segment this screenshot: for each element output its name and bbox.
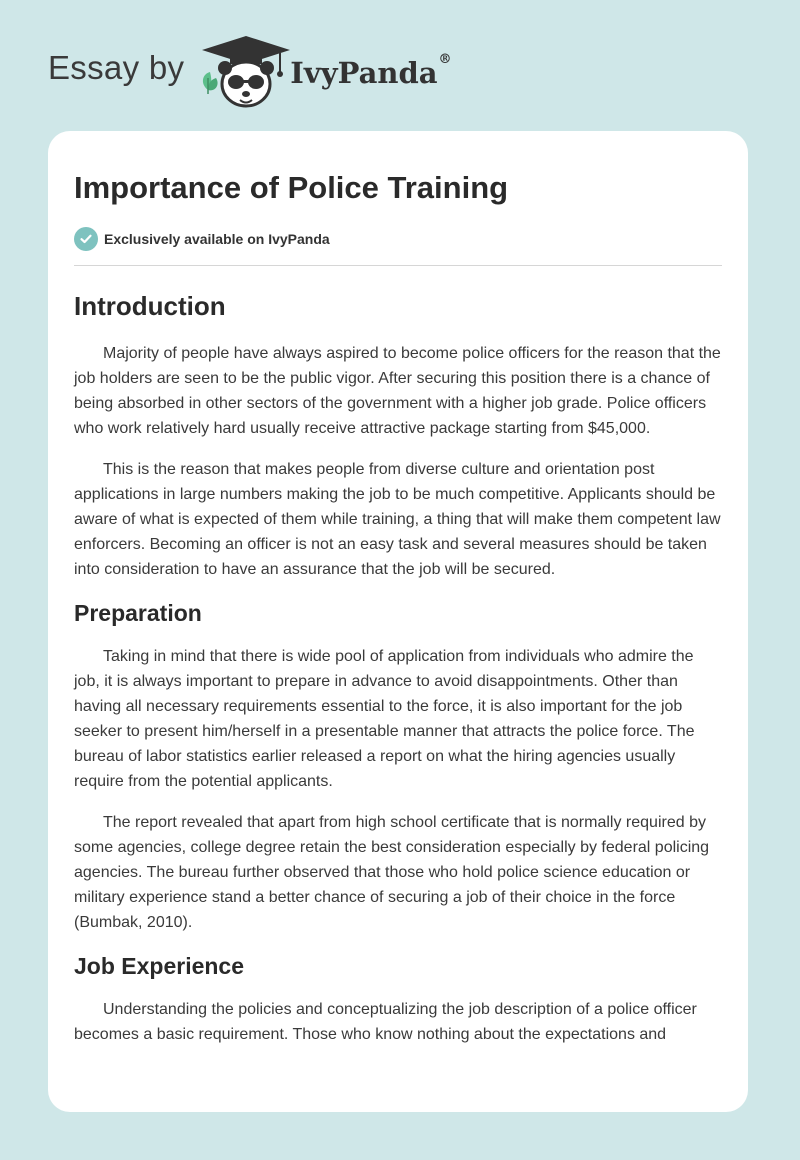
panda-graduate-logo-icon[interactable] bbox=[198, 32, 294, 112]
paragraph: The report revealed that apart from high school certificate that is normally required by some agencies, college degree retain the best consideration especially by federal policing agencies. The bureau further observed that those who hold police science education or military experience stand a better chance of securing a job of their choice in the force (Bumbak, 2010). bbox=[74, 814, 710, 931]
essay-card bbox=[48, 131, 748, 1112]
trademark-symbol: ® bbox=[438, 52, 452, 67]
paragraph: Majority of people have always aspired to become police officers for the reason that the job holders are seen to be the public vigor. After securing this position there is a chance of being absorbed in other sectors of the government with a higher job grade. Police officers who work relatively hard usually receive attractive package starting from $45,000. bbox=[74, 345, 721, 437]
page-title: Importance of Police Training bbox=[74, 170, 509, 205]
availability-text: Exclusively available on IvyPanda bbox=[104, 231, 330, 247]
availability-badge bbox=[74, 227, 722, 251]
section-heading-preparation: Preparation bbox=[74, 600, 202, 626]
paragraph: Taking in mind that there is wide pool of application from individuals who admire the job, it is always important to prepare in advance to avoid disappointments. Other than having all necessary requirements essential to the force, it is also important for the job seeker to present him/herself in a presentable manner that attracts the police force. The bureau of labor statistics earlier released a report on what the hiring agencies usually require from the potential applicants. bbox=[74, 648, 695, 790]
site-header bbox=[48, 32, 452, 112]
brand-name[interactable]: IvyPanda® bbox=[290, 52, 452, 90]
check-icon bbox=[74, 227, 98, 251]
section-heading-job-experience: Job Experience bbox=[74, 953, 245, 979]
brand-prefix: Essay by bbox=[48, 49, 185, 86]
divider bbox=[74, 265, 722, 266]
paragraph: This is the reason that makes people from diverse culture and orientation post applications in large numbers making the job to be much competitive. Applicants should be aware of what is expected of them while training, a thing that will make them competent law enforcers. Becoming an officer is not an easy task and several measures should be taken into consideration to have an assurance that the job will be secured. bbox=[74, 461, 721, 578]
section-heading-introduction: Introduction bbox=[74, 291, 226, 321]
paragraph: Understanding the policies and conceptualizing the job description of a police officer becomes a basic requirement. Those who know nothing about the expectations and bbox=[74, 1001, 697, 1043]
